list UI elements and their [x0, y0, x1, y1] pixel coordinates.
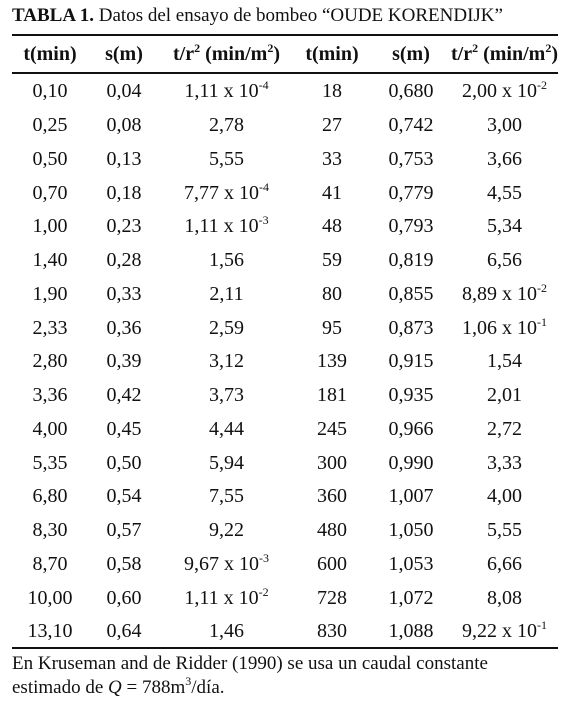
table-cell: [88, 548, 160, 582]
header-row: [12, 36, 558, 72]
cell-value: 0,45: [106, 417, 142, 440]
cell-exponent: -3: [258, 213, 269, 228]
cell-value: 1,088: [388, 620, 434, 643]
cell-exponent: -2: [258, 584, 269, 599]
column-header: [12, 36, 88, 72]
table-cell: [293, 480, 371, 514]
table-row: [12, 413, 558, 447]
table-cell: [88, 345, 160, 379]
table-cell: [371, 514, 451, 548]
column-header: [88, 36, 160, 72]
table-row: [12, 311, 558, 345]
flow-exponent: 3: [185, 674, 192, 688]
table-cell: [12, 143, 88, 177]
header-text: t/r: [451, 42, 473, 65]
table-cell: [371, 581, 451, 615]
column-header: [160, 36, 293, 72]
cell-value: 0,60: [106, 586, 142, 609]
cell-value: 7,77 x 10: [184, 181, 259, 204]
header-unit-exponent: 2: [545, 40, 552, 55]
table-row: [12, 278, 558, 312]
cell-exponent: -4: [259, 179, 269, 194]
header-unit: (min/m: [478, 42, 546, 65]
table-cell: [88, 72, 160, 109]
cell-value: 0,873: [388, 316, 434, 339]
table-row: [12, 72, 558, 109]
table-cell: [451, 413, 558, 447]
cell-value: 0,42: [106, 384, 142, 407]
table-cell: [160, 514, 293, 548]
table-row: [12, 548, 558, 582]
table-cell: [12, 413, 88, 447]
cell-value: 2,33: [32, 316, 68, 339]
cell-value: 245: [317, 417, 347, 440]
cell-value: 300: [317, 451, 347, 474]
table-cell: [88, 210, 160, 244]
table-cell: [293, 143, 371, 177]
table-cell: [160, 278, 293, 312]
cell-value: 1,46: [209, 620, 244, 643]
cell-value: 1,90: [32, 282, 68, 305]
cell-value: 7,55: [209, 485, 244, 508]
table-cell: [451, 244, 558, 278]
cell-value: 1,11 x 10: [184, 586, 259, 609]
cell-value: 48: [322, 215, 342, 238]
table-cell: [160, 480, 293, 514]
table-row: [12, 210, 558, 244]
table-cell: [12, 176, 88, 210]
table-cell: [88, 278, 160, 312]
table-cell: [293, 72, 371, 109]
table-cell: [293, 244, 371, 278]
cell-value: 1,11 x 10: [184, 215, 259, 238]
flow-value: = 788m: [121, 677, 186, 698]
cell-value: 0,58: [106, 552, 142, 575]
cell-value: 59: [322, 249, 342, 272]
table-cell: [451, 514, 558, 548]
column-header: [451, 36, 558, 72]
table-cell: [451, 548, 558, 582]
table-cell: [293, 413, 371, 447]
table-body: [12, 72, 558, 649]
header-close: ): [551, 42, 558, 65]
table-row: [12, 446, 558, 480]
cell-value: 4,00: [32, 417, 68, 440]
table-cell: [160, 446, 293, 480]
cell-value: 0,855: [388, 282, 434, 305]
column-header: [371, 36, 451, 72]
cell-value: 0,39: [106, 350, 142, 373]
cell-value: 2,11: [209, 282, 244, 305]
table-cell: [160, 345, 293, 379]
header-text: s(m): [105, 42, 143, 65]
table-cell: [451, 109, 558, 143]
table-cell: [160, 244, 293, 278]
cell-value: 0,793: [388, 215, 434, 238]
table-cell: [451, 615, 558, 649]
cell-value: 6,56: [487, 249, 522, 272]
table-cell: [88, 311, 160, 345]
header-text: t(min): [23, 42, 77, 65]
cell-value: 2,01: [487, 384, 522, 407]
table-cell: [88, 480, 160, 514]
table-cell: [12, 514, 88, 548]
cell-exponent: -1: [537, 618, 547, 633]
header-text: t(min): [305, 42, 359, 65]
table-cell: [371, 244, 451, 278]
footnote-line-1: En Kruseman and de Ridder (1990) se usa un caudal constante: [12, 653, 488, 674]
table-cell: [160, 311, 293, 345]
table-cell: [160, 109, 293, 143]
cell-value: 8,08: [487, 586, 522, 609]
table-cell: [293, 615, 371, 649]
table-cell: [371, 345, 451, 379]
table-row: [12, 176, 558, 210]
table-row: [12, 514, 558, 548]
cell-value: 1,00: [32, 215, 68, 238]
header-close: ): [273, 42, 280, 65]
cell-value: 0,753: [388, 147, 434, 170]
table-cell: [12, 581, 88, 615]
cell-value: 8,30: [32, 519, 68, 542]
table-cell: [88, 379, 160, 413]
cell-value: 0,36: [106, 316, 142, 339]
table-cell: [451, 311, 558, 345]
table-cell: [160, 413, 293, 447]
cell-value: 5,55: [487, 519, 522, 542]
cell-value: 360: [317, 485, 347, 508]
cell-value: 33: [322, 147, 342, 170]
table-cell: [12, 109, 88, 143]
table-cell: [160, 379, 293, 413]
table-cell: [293, 109, 371, 143]
cell-value: 0,680: [388, 80, 434, 103]
table-cell: [293, 345, 371, 379]
cell-value: 95: [322, 316, 342, 339]
cell-value: 13,10: [27, 620, 73, 643]
table-cell: [88, 109, 160, 143]
cell-value: 3,33: [487, 451, 522, 474]
table-row: [12, 244, 558, 278]
cell-value: 6,66: [487, 552, 522, 575]
cell-value: 0,742: [388, 114, 434, 137]
cell-exponent: -2: [537, 78, 547, 93]
header-text: s(m): [392, 42, 430, 65]
table-cell: [293, 581, 371, 615]
cell-value: 0,779: [388, 181, 434, 204]
table-row: [12, 379, 558, 413]
cell-value: 3,36: [32, 384, 68, 407]
cell-value: 1,40: [32, 249, 68, 272]
cell-value: 27: [322, 114, 342, 137]
table-cell: [371, 278, 451, 312]
cell-value: 1,06 x 10: [462, 316, 537, 339]
cell-value: 2,00 x 10: [462, 80, 537, 103]
pumping-test-table: [12, 36, 558, 649]
table-cell: [12, 548, 88, 582]
cell-value: 480: [317, 519, 347, 542]
table-cell: [12, 278, 88, 312]
table-cell: [160, 176, 293, 210]
header-text: t/r: [173, 42, 195, 65]
cell-value: 0,54: [106, 485, 142, 508]
table-cell: [293, 278, 371, 312]
cell-value: 1,007: [388, 485, 434, 508]
cell-value: 9,22 x 10: [462, 620, 537, 643]
table-row: [12, 143, 558, 177]
cell-value: 0,10: [32, 80, 68, 103]
cell-value: 1,56: [209, 249, 244, 272]
table-cell: [451, 210, 558, 244]
cell-value: 41: [322, 181, 342, 204]
table-cell: [371, 176, 451, 210]
table-cell: [160, 210, 293, 244]
table-cell: [371, 413, 451, 447]
table-cell: [88, 514, 160, 548]
table-cell: [451, 581, 558, 615]
footnote: [12, 652, 568, 701]
table-cell: [371, 143, 451, 177]
header-unit-exponent: 2: [267, 40, 274, 55]
cell-value: 600: [317, 552, 347, 575]
cell-value: 1,11 x 10: [184, 80, 259, 103]
cell-value: 0,966: [388, 417, 434, 440]
table-row: [12, 345, 558, 379]
table-cell: [451, 345, 558, 379]
table-cell: [371, 548, 451, 582]
table-cell: [293, 210, 371, 244]
table-cell: [451, 72, 558, 109]
table-cell: [293, 176, 371, 210]
table-cell: [12, 244, 88, 278]
cell-value: 9,67 x 10: [184, 552, 259, 575]
header-exponent: 2: [194, 40, 201, 55]
cell-value: 0,23: [106, 215, 142, 238]
table-cell: [451, 446, 558, 480]
table-cell: [12, 379, 88, 413]
cell-value: 18: [322, 80, 342, 103]
table-cell: [293, 311, 371, 345]
cell-value: 10,00: [27, 586, 73, 609]
table-cell: [371, 379, 451, 413]
table-cell: [371, 615, 451, 649]
cell-value: 1,54: [487, 350, 522, 373]
footnote-prefix: estimado de: [12, 677, 109, 698]
table-cell: [293, 548, 371, 582]
cell-exponent: -1: [537, 314, 547, 329]
flow-unit: /día.: [191, 677, 225, 698]
table-cell: [371, 480, 451, 514]
cell-value: 181: [317, 384, 347, 407]
cell-value: 3,00: [487, 114, 522, 137]
cell-value: 4,00: [487, 485, 522, 508]
cell-value: 0,57: [106, 519, 142, 542]
table-cell: [371, 210, 451, 244]
cell-value: 0,04: [106, 80, 142, 103]
cell-value: 4,55: [487, 181, 522, 204]
table-cell: [160, 143, 293, 177]
cell-value: 80: [322, 282, 342, 305]
cell-value: 9,22: [209, 519, 244, 542]
table-cell: [160, 615, 293, 649]
table-cell: [451, 278, 558, 312]
table-row: [12, 480, 558, 514]
header-unit: (min/m: [200, 42, 268, 65]
cell-value: 1,050: [388, 519, 434, 542]
table-cell: [88, 176, 160, 210]
table-cell: [451, 143, 558, 177]
cell-exponent: -2: [537, 280, 547, 295]
cell-value: 0,08: [106, 114, 142, 137]
cell-value: 728: [317, 586, 347, 609]
table-cell: [293, 446, 371, 480]
cell-value: 0,25: [32, 114, 68, 137]
table-cell: [12, 480, 88, 514]
table-cell: [12, 615, 88, 649]
table-cell: [12, 72, 88, 109]
cell-value: 5,94: [209, 451, 244, 474]
cell-value: 830: [317, 620, 347, 643]
cell-value: 2,80: [32, 350, 68, 373]
cell-value: 0,18: [106, 181, 142, 204]
table-cell: [160, 72, 293, 109]
cell-value: 4,44: [209, 417, 244, 440]
table-cell: [451, 379, 558, 413]
cell-value: 3,66: [487, 147, 522, 170]
table-cell: [160, 548, 293, 582]
cell-exponent: -3: [259, 550, 269, 565]
table-cell: [12, 210, 88, 244]
cell-value: 0,50: [106, 451, 142, 474]
caption-text: Datos del ensayo de bombeo “OUDE KORENDIJK”: [94, 5, 503, 26]
table-cell: [160, 581, 293, 615]
cell-value: 3,73: [209, 384, 244, 407]
table-cell: [371, 311, 451, 345]
table-row: [12, 615, 558, 649]
cell-value: 2,78: [209, 114, 244, 137]
cell-value: 6,80: [32, 485, 68, 508]
cell-value: 8,70: [32, 552, 68, 575]
cell-value: 0,13: [106, 147, 142, 170]
cell-value: 2,59: [209, 316, 244, 339]
table-cell: [12, 345, 88, 379]
table-cell: [293, 379, 371, 413]
cell-value: 8,89 x 10: [462, 282, 537, 305]
table-cell: [12, 446, 88, 480]
table-cell: [88, 143, 160, 177]
cell-value: 0,819: [388, 249, 434, 272]
table-cell: [88, 244, 160, 278]
table-cell: [12, 311, 88, 345]
table-cell: [371, 446, 451, 480]
cell-value: 1,053: [388, 552, 434, 575]
table-cell: [451, 480, 558, 514]
cell-value: 0,935: [388, 384, 434, 407]
table-cell: [88, 413, 160, 447]
cell-value: 0,70: [32, 181, 68, 204]
cell-value: 0,33: [106, 282, 142, 305]
column-header: [293, 36, 371, 72]
table-caption: [12, 5, 503, 27]
cell-value: 0,28: [106, 249, 142, 272]
table-row: [12, 109, 558, 143]
cell-value: 5,34: [487, 215, 522, 238]
header-exponent: 2: [472, 40, 479, 55]
table-cell: [451, 176, 558, 210]
flow-symbol: Q: [108, 677, 122, 698]
table-cell: [88, 446, 160, 480]
table-cell: [371, 109, 451, 143]
cell-value: 5,35: [32, 451, 68, 474]
cell-value: 3,12: [209, 350, 244, 373]
table-cell: [293, 514, 371, 548]
cell-value: 0,50: [32, 147, 68, 170]
cell-exponent: -4: [258, 78, 269, 93]
cell-value: 0,64: [106, 620, 142, 643]
table-row: [12, 581, 558, 615]
table-cell: [371, 72, 451, 109]
cell-value: 0,915: [388, 350, 434, 373]
cell-value: 0,990: [388, 451, 434, 474]
cell-value: 2,72: [487, 417, 522, 440]
table-cell: [88, 615, 160, 649]
cell-value: 139: [317, 350, 347, 373]
table-cell: [88, 581, 160, 615]
cell-value: 5,55: [209, 147, 244, 170]
cell-value: 1,072: [388, 586, 434, 609]
caption-label: TABLA 1.: [12, 5, 95, 26]
